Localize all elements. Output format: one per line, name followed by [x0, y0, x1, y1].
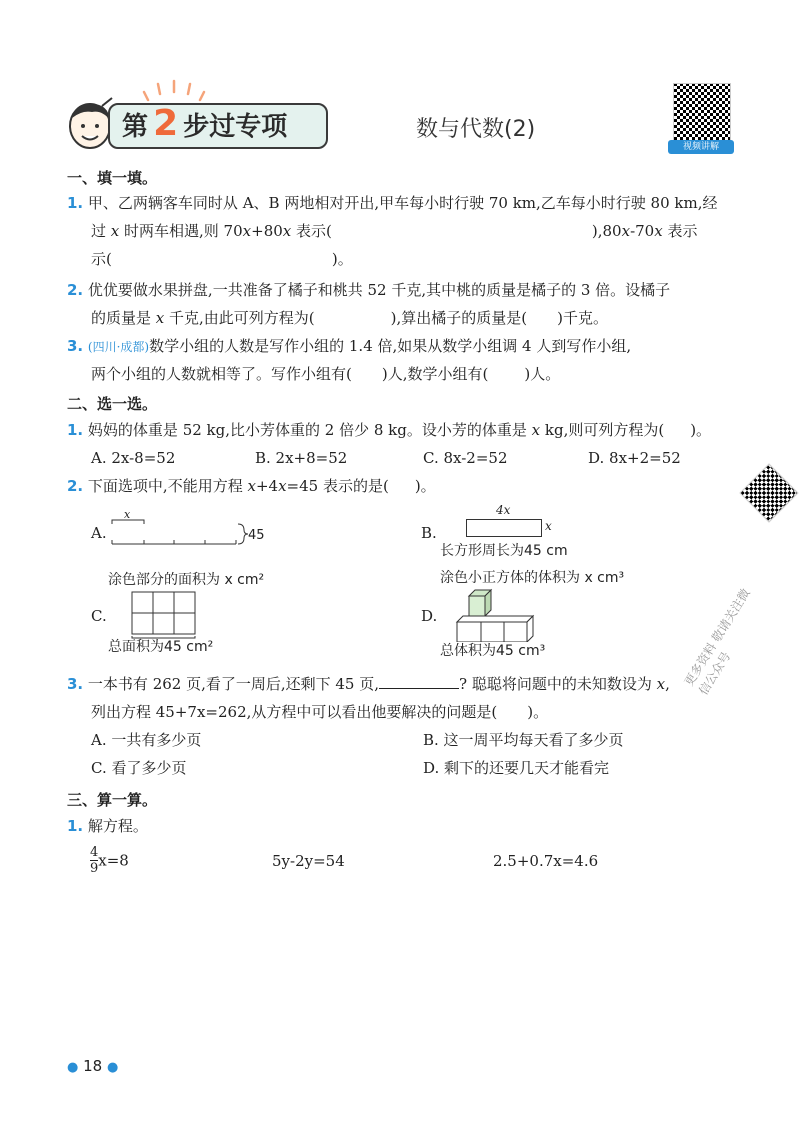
section-calc-title: 三、算一算。 — [67, 791, 158, 809]
fill-q1-line3 — [91, 248, 353, 270]
fill-q1-line2 — [91, 220, 697, 242]
side-qr-icon[interactable] — [739, 463, 798, 522]
equation-2[interactable]: 5y-2y=54 — [272, 852, 345, 870]
option-b-rectangle — [466, 519, 542, 537]
sun-rays-icon — [140, 78, 210, 102]
var-x: x — [278, 477, 287, 495]
t: kg,则可列方程为( — [540, 421, 665, 439]
t: , — [665, 675, 670, 693]
choose-q2-option-b[interactable]: B. — [421, 524, 437, 542]
section-fill-title: 一、填一填。 — [67, 169, 158, 187]
option-a-brace-label: 45 — [248, 528, 265, 543]
t: +80 — [251, 222, 283, 240]
topic-title: 数与代数(2) — [416, 117, 536, 142]
t: 表示 — [662, 222, 698, 240]
t: 时两车相遇,则 70 — [119, 222, 243, 240]
t: )。 — [527, 703, 549, 721]
equation-3[interactable]: 2.5+0.7x=4.6 — [493, 852, 599, 870]
t: 的质量是 — [91, 309, 156, 327]
choose-q3-option-a[interactable]: A. 一共有多少页 — [91, 731, 202, 749]
t: 优优要做水果拼盘,一共准备了橘子和桃共 52 千克,其中桃的质量是橘子的 3 倍。设橘子 — [87, 281, 671, 299]
t: )。 — [414, 477, 436, 495]
t: ? 聪聪将问题中的未知数设为 — [459, 675, 657, 693]
fill-q3-line2 — [91, 363, 560, 385]
option-b-top-label: 4x — [496, 503, 511, 517]
choose-q2-option-d[interactable]: D. — [421, 607, 438, 625]
option-d-caption: 总体积为45 cm³ — [440, 643, 546, 659]
choose-q2-option-a[interactable]: A. — [91, 524, 107, 542]
var-x: x — [242, 222, 252, 240]
t: ),算出橘子的质量是( — [390, 309, 528, 327]
option-b-caption: 长方形周长为45 cm — [440, 543, 568, 559]
section-choose-title: 二、选一选。 — [67, 395, 158, 413]
fill-q3-tag: (四川·成都) — [87, 340, 150, 354]
choose-q3-option-d[interactable]: D. 剩下的还要几天才能看完 — [423, 759, 610, 777]
option-c-top-caption: 涂色小正方体的体积为 x cm³ — [440, 570, 625, 586]
t: 两个小组的人数就相等了。写作小组有( — [91, 365, 352, 383]
var-x: x — [110, 222, 120, 240]
fill-q1-line1 — [67, 192, 718, 214]
var-x: x — [282, 222, 292, 240]
choose-q1-option-b[interactable]: B. 2x+8=52 — [255, 449, 348, 467]
option-d-cubes-figure — [455, 588, 545, 642]
option-c-caption: 总面积为45 cm² — [108, 639, 214, 655]
t: 数学小组的人数是写作小组的 1.4 倍,如果从数学小组调 4 人到写作小组, — [149, 337, 632, 355]
t: )千克。 — [557, 309, 608, 327]
frac-den: 9 — [90, 861, 99, 876]
svg-text:x: x — [124, 510, 131, 521]
t: +4 — [255, 477, 279, 495]
choose-q1-line1 — [67, 419, 711, 441]
banner-pre: 第 — [122, 112, 149, 142]
page-number — [67, 1057, 118, 1075]
choose-q1-number: 1. — [67, 421, 84, 439]
fill-q3-number: 3. — [67, 337, 84, 355]
choose-q3-option-c[interactable]: C. 看了多少页 — [91, 759, 187, 777]
calc-q1-line — [67, 815, 148, 837]
choose-q1-option-c[interactable]: C. 8x-2=52 — [423, 449, 508, 467]
page-number-value: 18 — [83, 1057, 103, 1075]
var-x: x — [656, 675, 666, 693]
option-a-caption: 涂色部分的面积为 x cm² — [108, 572, 265, 588]
t: )。 — [331, 250, 353, 268]
t: )人。 — [524, 365, 561, 383]
var-x: x — [247, 477, 256, 495]
page-dot-left: ● — [67, 1060, 79, 1075]
equation-1[interactable] — [90, 845, 129, 876]
t: 千克,由此可列方程为( — [164, 309, 315, 327]
watermark-text: 更多资料 敬请关注微信公众号 — [681, 586, 753, 698]
t: -70 — [630, 222, 655, 240]
t: =45 表示的是( — [286, 477, 389, 495]
qr-code-icon[interactable] — [673, 83, 731, 141]
page-dot-right: ● — [107, 1060, 119, 1075]
qr-label: 视频讲解 — [668, 140, 734, 154]
option-a-segment-figure — [108, 510, 268, 550]
option-c-net-figure — [130, 590, 210, 640]
banner-post: 步过专项 — [183, 112, 288, 142]
choose-q2-line1 — [67, 475, 436, 497]
choose-q3-option-b[interactable]: B. 这一周平均每天看了多少页 — [423, 731, 624, 749]
banner-number: 2 — [153, 103, 179, 144]
t: )人,数学小组有( — [381, 365, 489, 383]
var-x: x — [155, 309, 165, 327]
calc-q1-title: 解方程。 — [87, 817, 148, 835]
fill-q2-line1 — [67, 279, 670, 301]
frac-num: 4 — [90, 845, 99, 860]
fill-q1-text1: 甲、乙两辆客车同时从 A、B 两地相对开出,甲车每小时行驶 70 km,乙车每小时行驶 80 km,经 — [87, 194, 718, 212]
choose-q2-number: 2. — [67, 477, 84, 495]
fill-q2-line2 — [91, 307, 608, 329]
var-x: x — [654, 222, 663, 240]
option-b-side-label: x — [545, 519, 552, 533]
var-x: x — [621, 222, 631, 240]
fill-q3-line1 — [67, 335, 631, 358]
t: 下面选项中,不能用方程 — [87, 477, 248, 495]
choose-q3-underline-blank[interactable] — [379, 674, 459, 689]
choose-q2-option-c[interactable]: C. — [91, 607, 107, 625]
var-x: x — [531, 421, 541, 439]
t: ),80 — [591, 222, 622, 240]
banner-text — [122, 102, 287, 146]
t: )。 — [690, 421, 712, 439]
t: 一本书有 262 页,看了一周后,还剩下 45 页, — [87, 675, 380, 693]
equation-1-rest: x=8 — [98, 851, 129, 870]
t: 表示( — [291, 222, 332, 240]
choose-q3-line1 — [67, 673, 670, 695]
fill-q2-number: 2. — [67, 281, 84, 299]
t: 妈妈的体重是 52 kg,比小芳体重的 2 倍少 8 kg。设小芳的体重是 — [87, 421, 532, 439]
choose-q3-number: 3. — [67, 675, 84, 693]
choose-q1-option-d[interactable]: D. 8x+2=52 — [588, 449, 681, 467]
t: 示( — [91, 250, 112, 268]
calc-q1-number: 1. — [67, 817, 84, 835]
t: 列出方程 45+7x=262,从方程中可以看出他要解决的问题是( — [91, 703, 498, 721]
choose-q3-line2 — [91, 701, 548, 723]
choose-q1-option-a[interactable]: A. 2x-8=52 — [91, 449, 176, 467]
fill-q1-number: 1. — [67, 194, 84, 212]
t: 过 — [91, 222, 111, 240]
